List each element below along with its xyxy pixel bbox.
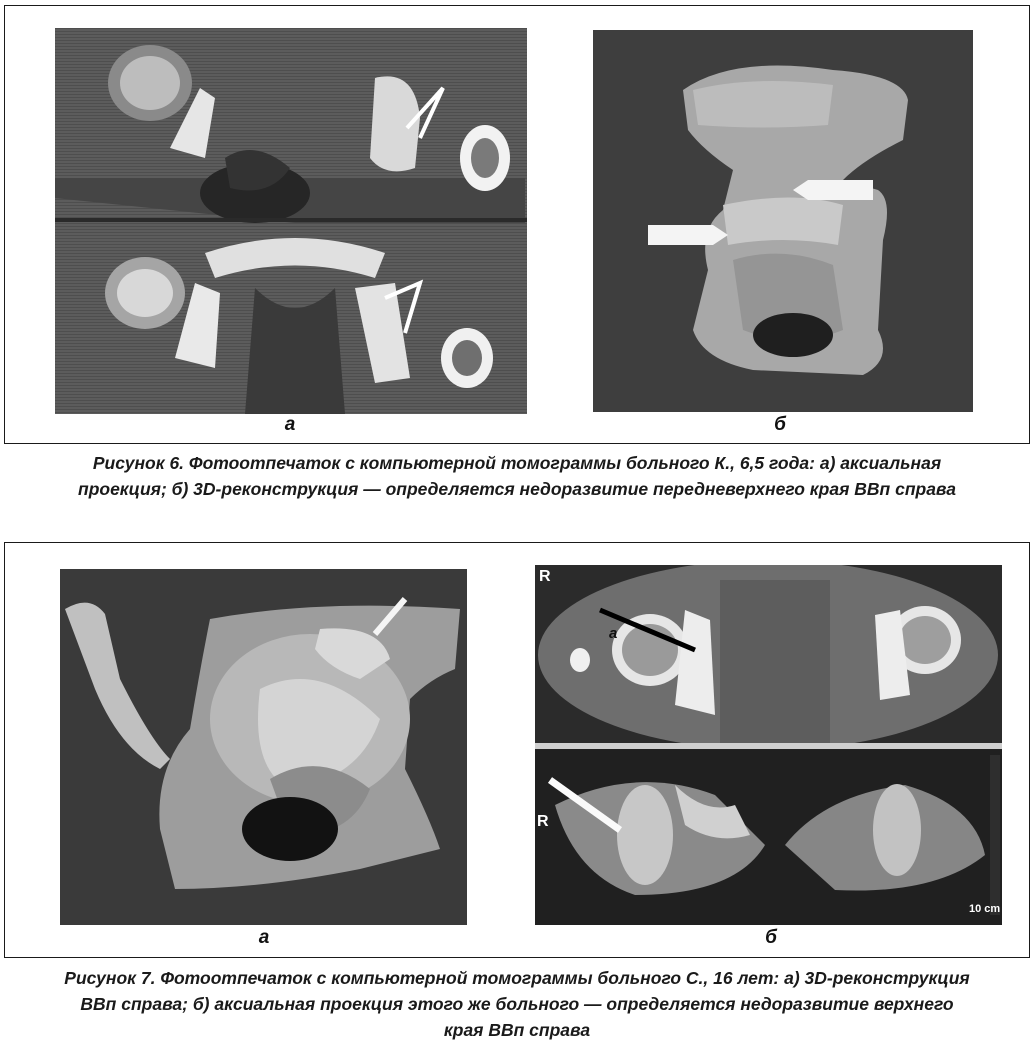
figure-6a-label: а <box>284 414 296 435</box>
figure-6b-3d-reconstruction-image <box>593 30 973 412</box>
figure-6-caption-line-1: Рисунок 6. Фотоотпечаток с компьютерной томограммы больного К., 6,5 года: а) аксиальная <box>92 453 942 473</box>
figure-7b-marker-r-top: R <box>539 568 551 585</box>
figure-7b-marker-r-bottom: R <box>537 813 549 830</box>
figure-6-caption <box>0 450 1034 502</box>
figure-7a-label: а <box>258 927 270 948</box>
figure-7-caption <box>0 965 1034 1043</box>
figure-7b-axial-ct-image <box>535 565 1002 925</box>
figure-6a-axial-ct-image <box>55 28 527 414</box>
figure-7b-label: б <box>765 927 777 948</box>
figure-7-caption-line-3: края ВВп справа <box>443 1020 591 1040</box>
figure-7-caption-line-1: Рисунок 7. Фотоотпечаток с компьютерной томограммы больного С., 16 лет: а) 3D-реконструкция <box>64 968 970 988</box>
figure-6-caption-line-2: проекция; б) 3D-реконструкция — определяется недоразвитие передневерхнего края ВВп справа <box>78 479 956 499</box>
figure-6-frame <box>4 5 1030 444</box>
figure-7b-scale-label: 10 cm <box>969 903 1001 915</box>
figure-6b-label: б <box>774 414 786 435</box>
figure-7b-inline-label: а <box>609 625 618 642</box>
figure-7-caption-line-2: ВВп справа; б) аксиальная проекция этого же больного — определяется недоразвитие верхнего <box>80 994 954 1014</box>
figure-7a-3d-reconstruction-image <box>60 569 467 925</box>
figure-7-frame <box>4 542 1030 958</box>
